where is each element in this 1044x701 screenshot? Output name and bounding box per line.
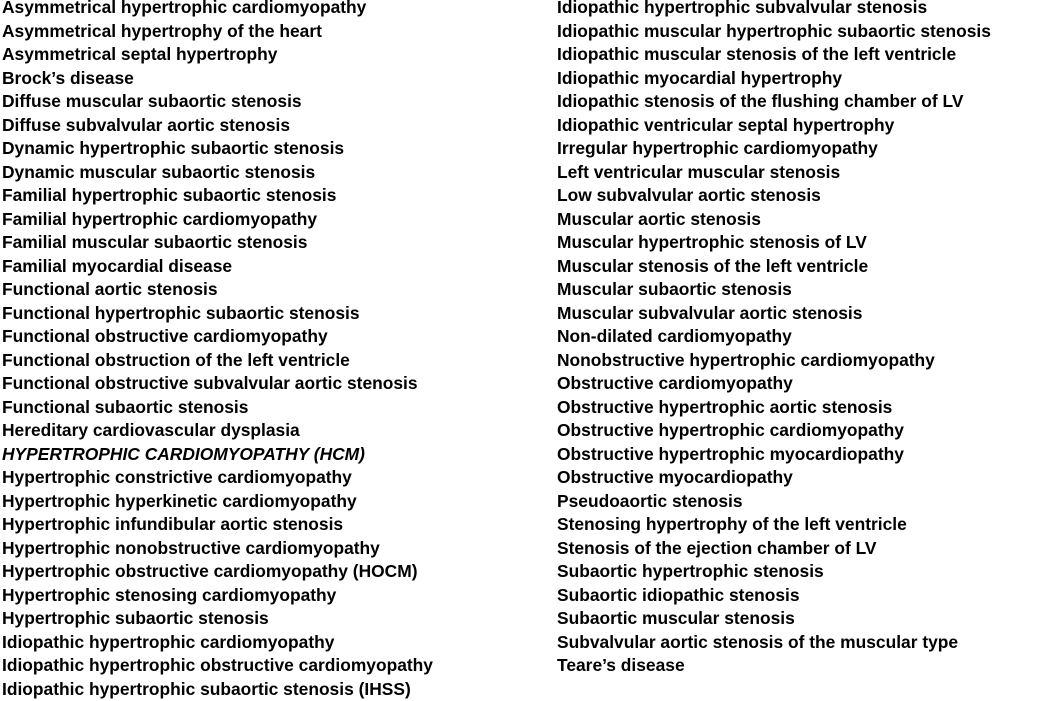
term-item: Irregular hypertrophic cardiomyopathy	[557, 138, 878, 158]
term-item: Left ventricular muscular stenosis	[557, 161, 841, 182]
term-item: Idiopathic hypertrophic subaortic stenosis (IHSS)	[2, 678, 411, 699]
term-item: Functional subaortic stenosis	[2, 396, 249, 417]
term-item: Idiopathic ventricular septal hypertrophy	[557, 114, 895, 135]
term-item: Familial muscular subaortic stenosis	[2, 232, 308, 252]
highlighted-term-item: HYPERTROPHIC CARDIOMYOPATHY (HCM)	[2, 443, 365, 464]
term-item: Hypertrophic stenosing cardiomyopathy	[2, 584, 337, 605]
term-item: Functional hypertrophic subaortic stenosis	[2, 302, 360, 323]
term-item: Pseudoaortic stenosis	[557, 490, 743, 511]
term-item: Familial hypertrophic subaortic stenosis	[2, 185, 337, 205]
term-item: Brock’s disease	[2, 67, 134, 88]
left-term-list	[2, 0, 547, 701]
term-item: Diffuse subvalvular aortic stenosis	[2, 114, 291, 135]
term-item: Dynamic hypertrophic subaortic stenosis	[2, 138, 345, 158]
term-item: Hypertrophic subaortic stenosis	[2, 608, 269, 628]
term-item: Muscular subvalvular aortic stenosis	[557, 302, 863, 323]
term-item: Low subvalvular aortic stenosis	[557, 185, 821, 205]
term-item: Non-dilated cardiomyopathy	[557, 326, 792, 346]
term-item: Idiopathic hypertrophic subvalvular stenosis	[557, 0, 928, 17]
term-item: Asymmetrical hypertrophic cardiomyopathy	[2, 0, 367, 17]
term-item: Hypertrophic hyperkinetic cardiomyopathy	[2, 490, 357, 511]
term-item: Stenosis of the ejection chamber of LV	[557, 537, 877, 558]
term-item: Obstructive cardiomyopathy	[557, 373, 793, 393]
term-item: Hereditary cardiovascular dysplasia	[2, 420, 300, 440]
term-item: Functional obstruction of the left ventricle	[2, 349, 350, 370]
term-item: Subaortic hypertrophic stenosis	[557, 561, 824, 581]
term-item: Idiopathic hypertrophic cardiomyopathy	[2, 631, 335, 652]
term-item: Obstructive hypertrophic cardiomyopathy	[557, 420, 904, 440]
term-item: Subaortic muscular stenosis	[557, 608, 795, 628]
term-item: Subvalvular aortic stenosis of the muscular type	[557, 631, 959, 652]
term-item: Familial myocardial disease	[2, 255, 233, 276]
term-item: Idiopathic muscular hypertrophic subaortic stenosis	[557, 20, 991, 41]
term-item: Muscular subaortic stenosis	[557, 279, 792, 299]
term-item: Obstructive hypertrophic myocardiopathy	[557, 443, 904, 464]
term-item: Hypertrophic obstructive cardiomyopathy (HOCM)	[2, 561, 418, 581]
term-item: Teare’s disease	[557, 655, 685, 675]
term-item: Idiopathic stenosis of the flushing chamber of LV	[557, 91, 964, 111]
term-item: Hypertrophic infundibular aortic stenosis	[2, 514, 344, 534]
term-item: Idiopathic muscular stenosis of the left ventricle	[557, 44, 957, 64]
term-item: Idiopathic hypertrophic obstructive cardiomyopathy	[2, 655, 433, 675]
term-item: Asymmetrical hypertrophy of the heart	[2, 20, 322, 41]
term-item: Familial hypertrophic cardiomyopathy	[2, 208, 318, 229]
term-item: Asymmetrical septal hypertrophy	[2, 44, 278, 64]
term-item: Muscular stenosis of the left ventricle	[557, 255, 869, 276]
term-item: Idiopathic myocardial hypertrophy	[557, 67, 843, 88]
term-item: Nonobstructive hypertrophic cardiomyopathy	[557, 349, 935, 370]
term-item: Dynamic muscular subaortic stenosis	[2, 161, 316, 182]
term-item: Functional obstructive subvalvular aortic stenosis	[2, 373, 418, 393]
term-item: Obstructive myocardiopathy	[557, 467, 793, 487]
term-item: Hypertrophic constrictive cardiomyopathy	[2, 467, 352, 487]
term-item: Hypertrophic nonobstructive cardiomyopathy	[2, 537, 380, 558]
term-item: Muscular hypertrophic stenosis of LV	[557, 232, 867, 252]
term-item: Diffuse muscular subaortic stenosis	[2, 91, 302, 111]
term-item: Stenosing hypertrophy of the left ventricle	[557, 514, 907, 534]
term-item: Functional obstructive cardiomyopathy	[2, 326, 328, 346]
term-item: Muscular aortic stenosis	[557, 208, 761, 229]
term-item: Obstructive hypertrophic aortic stenosis	[557, 396, 893, 417]
term-item: Subaortic idiopathic stenosis	[557, 584, 800, 605]
term-item: Functional aortic stenosis	[2, 279, 218, 299]
right-term-list	[557, 0, 1044, 678]
